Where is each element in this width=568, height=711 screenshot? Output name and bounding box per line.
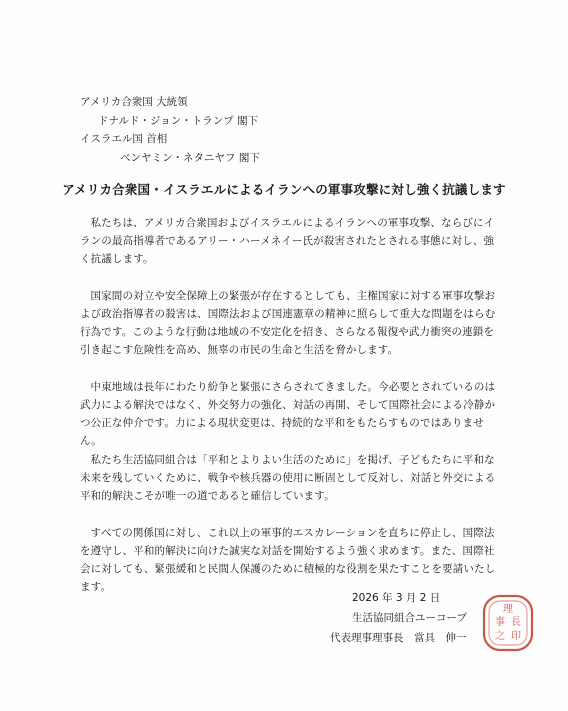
signatory-name: 代表理事理事長 當具 伸一 [330, 632, 467, 644]
document-date: 2026 年 3 月 2 日 [352, 592, 441, 604]
addressee-israel-office: イスラエル国 首相 [80, 133, 168, 145]
addressee-us-name: ドナルド・ジョン・トランプ 閣下 [98, 115, 259, 127]
seal-char-2: 事 [495, 617, 505, 628]
paragraph-3: 中東地域は長年にわたり紛争と緊張にさらされてきました。今必要とされているのは武力による解決ではなく、外交努力の強化、対話の再開、そして国際社会による冷静かつ公正な仲介です。力による現状変更は、持続的な平和をもたらすものではありません。 [80, 381, 496, 447]
seal-char-4: 之 [495, 631, 505, 642]
document-title: アメリカ合衆国・イスラエルによるイランへの軍事攻撃に対し強く抗議します [62, 182, 506, 197]
paragraph-5: すべての関係国に対し、これ以上の軍事的エスカレーションを直ちに停止し、国際法を遵守し、平和的解決に向けた誠実な対話を開始するよう強く求めます。また、国際社会に対しても、緊張緩和と民間人保護のために積極的な役割を果たすことを要請いたします。 [80, 527, 496, 593]
organization-name: 生活協同組合ユーコープ [352, 612, 467, 624]
seal-char-3: 長 [511, 617, 521, 628]
addressee-us-office: アメリカ合衆国 大統領 [80, 96, 188, 108]
paragraph-2: 国家間の対立や安全保障上の緊張が存在するとしても、主権国家に対する軍事攻撃および政治指導者の殺害は、国際法および国連憲章の精神に照らして重大な問題をはらむ行為です。このような行動は地域の不安定化を招き、さらなる報復や武力衝突の連鎖を引き起こす危険性を高め、無辜の市民の生命と生活を脅かします。 [80, 290, 496, 356]
seal-char-1: 理 [503, 604, 513, 615]
paragraph-4: 私たち生活協同組合は「平和とよりよい生活のために」を掲げ、子どもたちに平和な未来を残していくために、戦争や核兵器の使用に断固として反対し、対話と外交による平和的解決こそが唯一の道であると確信しています。 [80, 454, 496, 502]
addressee-israel-name: ベンヤミン・ネタニヤフ 閣下 [120, 152, 260, 164]
official-seal-stamp [480, 592, 536, 654]
seal-char-5: 印 [511, 631, 521, 642]
paragraph-1: 私たちは、アメリカ合衆国およびイスラエルによるイランへの軍事攻撃、ならびにイランの最高指導者であるアリー・ハーメネイー氏が殺害されたとされる事態に対し、強く抗議します。 [80, 217, 495, 265]
